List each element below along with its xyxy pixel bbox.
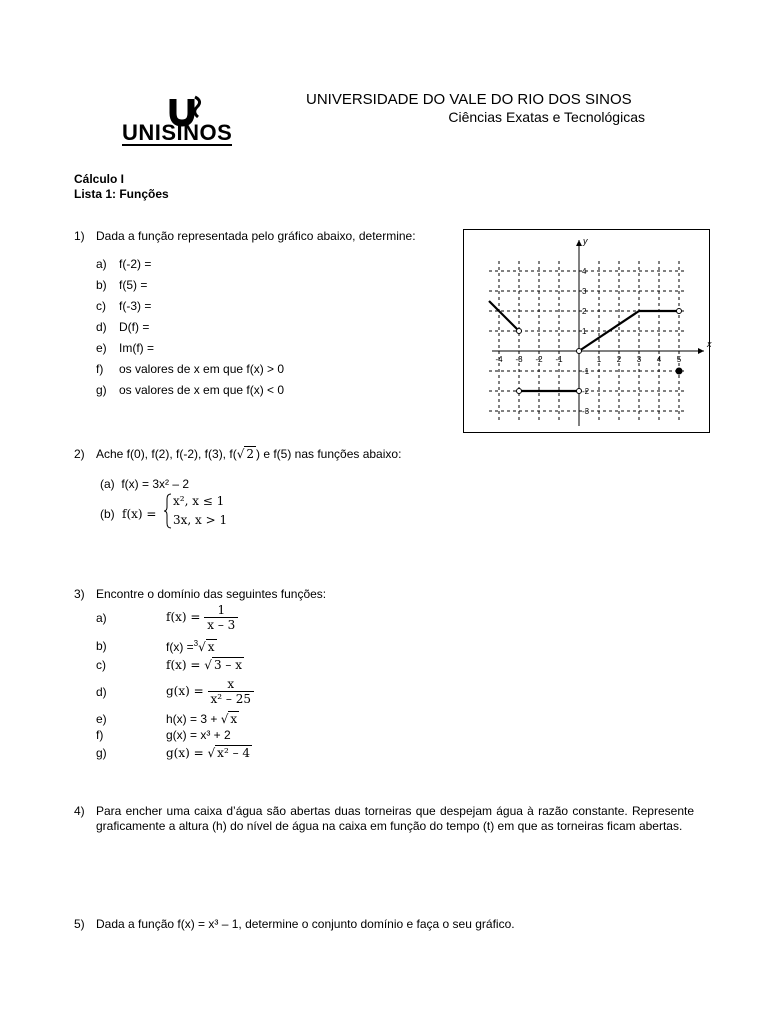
brace-icon	[163, 493, 173, 529]
y-tick-label: 1	[582, 327, 587, 336]
q3-f-expr: g(x) = x³ + 2	[166, 728, 231, 742]
q5-text: Dada a função f(x) = x³ – 1, determine o conjunto domínio e faça o seu gráfico.	[96, 917, 515, 931]
q3-a-expr: f(x) = $\frac{1}{x - 3}$	[166, 603, 238, 632]
q3-e-expr: h(x) = 3 + √ x	[166, 712, 238, 726]
q3-d-expr: g(x) = $\frac{x}{\text{x² – 25}}$	[166, 677, 254, 706]
x-tick-label: -4	[495, 355, 503, 364]
q3-b-label: b)	[96, 639, 107, 653]
sqrt-2: √ 2	[236, 447, 254, 461]
q1-item-d: d) D(f) =	[96, 320, 150, 334]
q3-prompt: Encontre o domínio das seguintes funções:	[96, 587, 327, 601]
q2-a: (a) f(x) = 3x² – 2	[100, 477, 190, 491]
y-tick-label: -3	[582, 407, 590, 416]
q3-g-label: g)	[96, 746, 107, 760]
department-name: Ciências Exatas e Tecnológicas	[448, 109, 645, 125]
y-axis-label: y	[583, 236, 588, 246]
q1-item-a: a) f(-2) =	[96, 257, 152, 271]
q3-b-expr: f(x) =$^3$√ x	[166, 639, 215, 654]
y-tick-label: 4	[582, 267, 587, 276]
y-tick-label: -2	[582, 387, 590, 396]
q4-number: 4)	[74, 804, 85, 818]
q1-item-g: g) os valores de x em que f(x) < 0	[96, 383, 285, 397]
x-axis-arrow-icon	[698, 348, 704, 354]
q3-f-label: f)	[96, 728, 104, 742]
y-axis-arrow-icon	[576, 240, 582, 246]
q2-number: 2)	[74, 447, 85, 461]
q2-b-label: (b)	[100, 507, 115, 521]
y-tick-label: 2	[582, 307, 587, 316]
x-tick-label: 2	[616, 355, 622, 364]
q3-a-label: a)	[96, 611, 107, 625]
x-tick-label: 5	[676, 355, 682, 364]
course-title: Cálculo I	[74, 172, 125, 186]
university-name: UNIVERSIDADE DO VALE DO RIO DOS SINOS	[306, 91, 632, 108]
x-axis-label: x	[707, 339, 712, 349]
open-point	[577, 389, 582, 394]
open-point	[517, 329, 522, 334]
q5-number: 5)	[74, 917, 85, 931]
q1-item-c: c) f(-3) =	[96, 299, 152, 313]
graph-segment	[489, 301, 519, 331]
y-tick-label: 3	[582, 287, 587, 296]
x-tick-label: -2	[535, 355, 543, 364]
y-tick-label: -1	[582, 367, 590, 376]
q3-g-expr: g(x) = √ x² – 4	[166, 746, 251, 760]
list-title: Lista 1: Funções	[74, 187, 169, 201]
closed-point	[676, 368, 682, 374]
open-point	[577, 349, 582, 354]
course-heading	[74, 172, 169, 202]
q1-item-e: e) Im(f) =	[96, 341, 154, 355]
q2-b-case2: 3x, x > 1	[173, 513, 228, 527]
q2-b-case1: x², x ≤ 1	[173, 494, 225, 508]
q2-prompt: Ache f(0), f(2), f(-2), f(3), f(√ 2 ) e f(5) nas funções abaixo:	[96, 447, 402, 461]
q1-number: 1)	[74, 229, 85, 243]
q2-b-lhs: f(x) =	[122, 507, 157, 521]
function-graph-frame	[463, 229, 710, 433]
x-tick-label: 3	[636, 355, 642, 364]
x-tick-label: -1	[555, 355, 563, 364]
q1-item-b: b) f(5) =	[96, 278, 148, 292]
logo-text: UNISINOS	[122, 120, 233, 145]
q1-item-f: f) os valores de x em que f(x) > 0	[96, 362, 285, 376]
open-point	[677, 309, 682, 314]
x-tick-label: -3	[515, 355, 523, 364]
q3-c-label: c)	[96, 658, 106, 672]
q3-d-label: d)	[96, 685, 107, 699]
open-point	[517, 389, 522, 394]
q4-text: Para encher uma caixa d’água são abertas duas torneiras que despejam água à razão constante. Represente graficamente a altura (h) do nível de água na caixa em função do tempo (t) em que as torneiras ficam abertas.	[96, 804, 694, 833]
function-graph	[464, 230, 712, 432]
q3-number: 3)	[74, 587, 85, 601]
x-tick-label: 1	[596, 355, 602, 364]
q1-prompt: Dada a função representada pelo gráfico abaixo, determine:	[96, 229, 416, 243]
q3-e-label: e)	[96, 712, 107, 726]
q3-c-expr: f(x) = √ 3 – x	[166, 658, 242, 672]
x-tick-label: 4	[656, 355, 662, 364]
